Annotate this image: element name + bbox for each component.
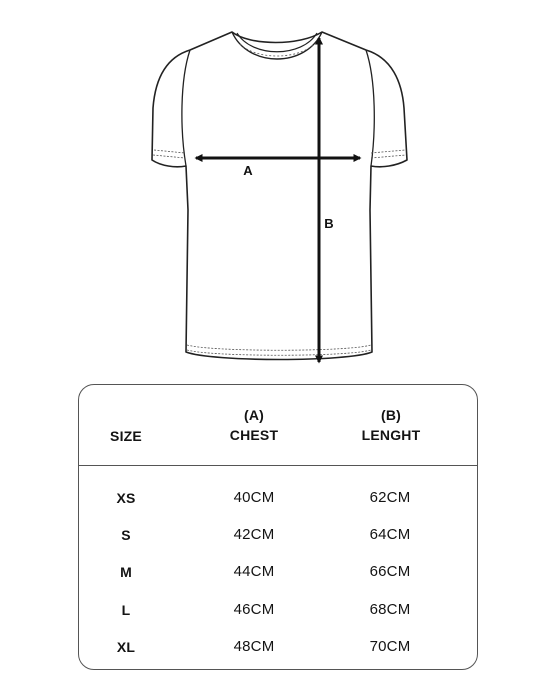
cell-length: 62CM [369,489,411,506]
table-row [79,523,477,547]
cell-length: 64CM [369,526,411,543]
cell-chest: 42CM [233,526,275,543]
cell-size: M [120,564,132,580]
table-row [79,635,477,659]
cell-size: S [121,527,131,543]
cell-size: XL [116,639,136,655]
header-chest-label: CHEST [229,427,279,443]
header-length-code: (B) [380,407,402,423]
cell-chest: 44CM [233,563,275,580]
cell-size: L [121,602,131,618]
label-a: A [243,163,253,178]
cell-chest: 48CM [233,638,275,655]
tshirt-outline [152,32,407,360]
header-chest [209,405,299,445]
cell-size: XS [116,490,136,506]
table-row [79,598,477,622]
header-size: SIZE [110,428,142,444]
cell-chest: 46CM [233,601,275,618]
table-header-row [79,385,477,465]
label-b: B [324,216,334,231]
cell-length: 66CM [369,563,411,580]
header-chest-code: (A) [243,407,265,423]
header-divider [79,465,477,466]
table-row [79,486,477,510]
cell-length: 70CM [369,638,411,655]
table-row [79,560,477,584]
cell-chest: 40CM [233,489,275,506]
header-length [341,405,441,445]
cell-length: 68CM [369,601,411,618]
header-length-label: LENGHT [361,427,421,443]
size-table [78,384,478,670]
